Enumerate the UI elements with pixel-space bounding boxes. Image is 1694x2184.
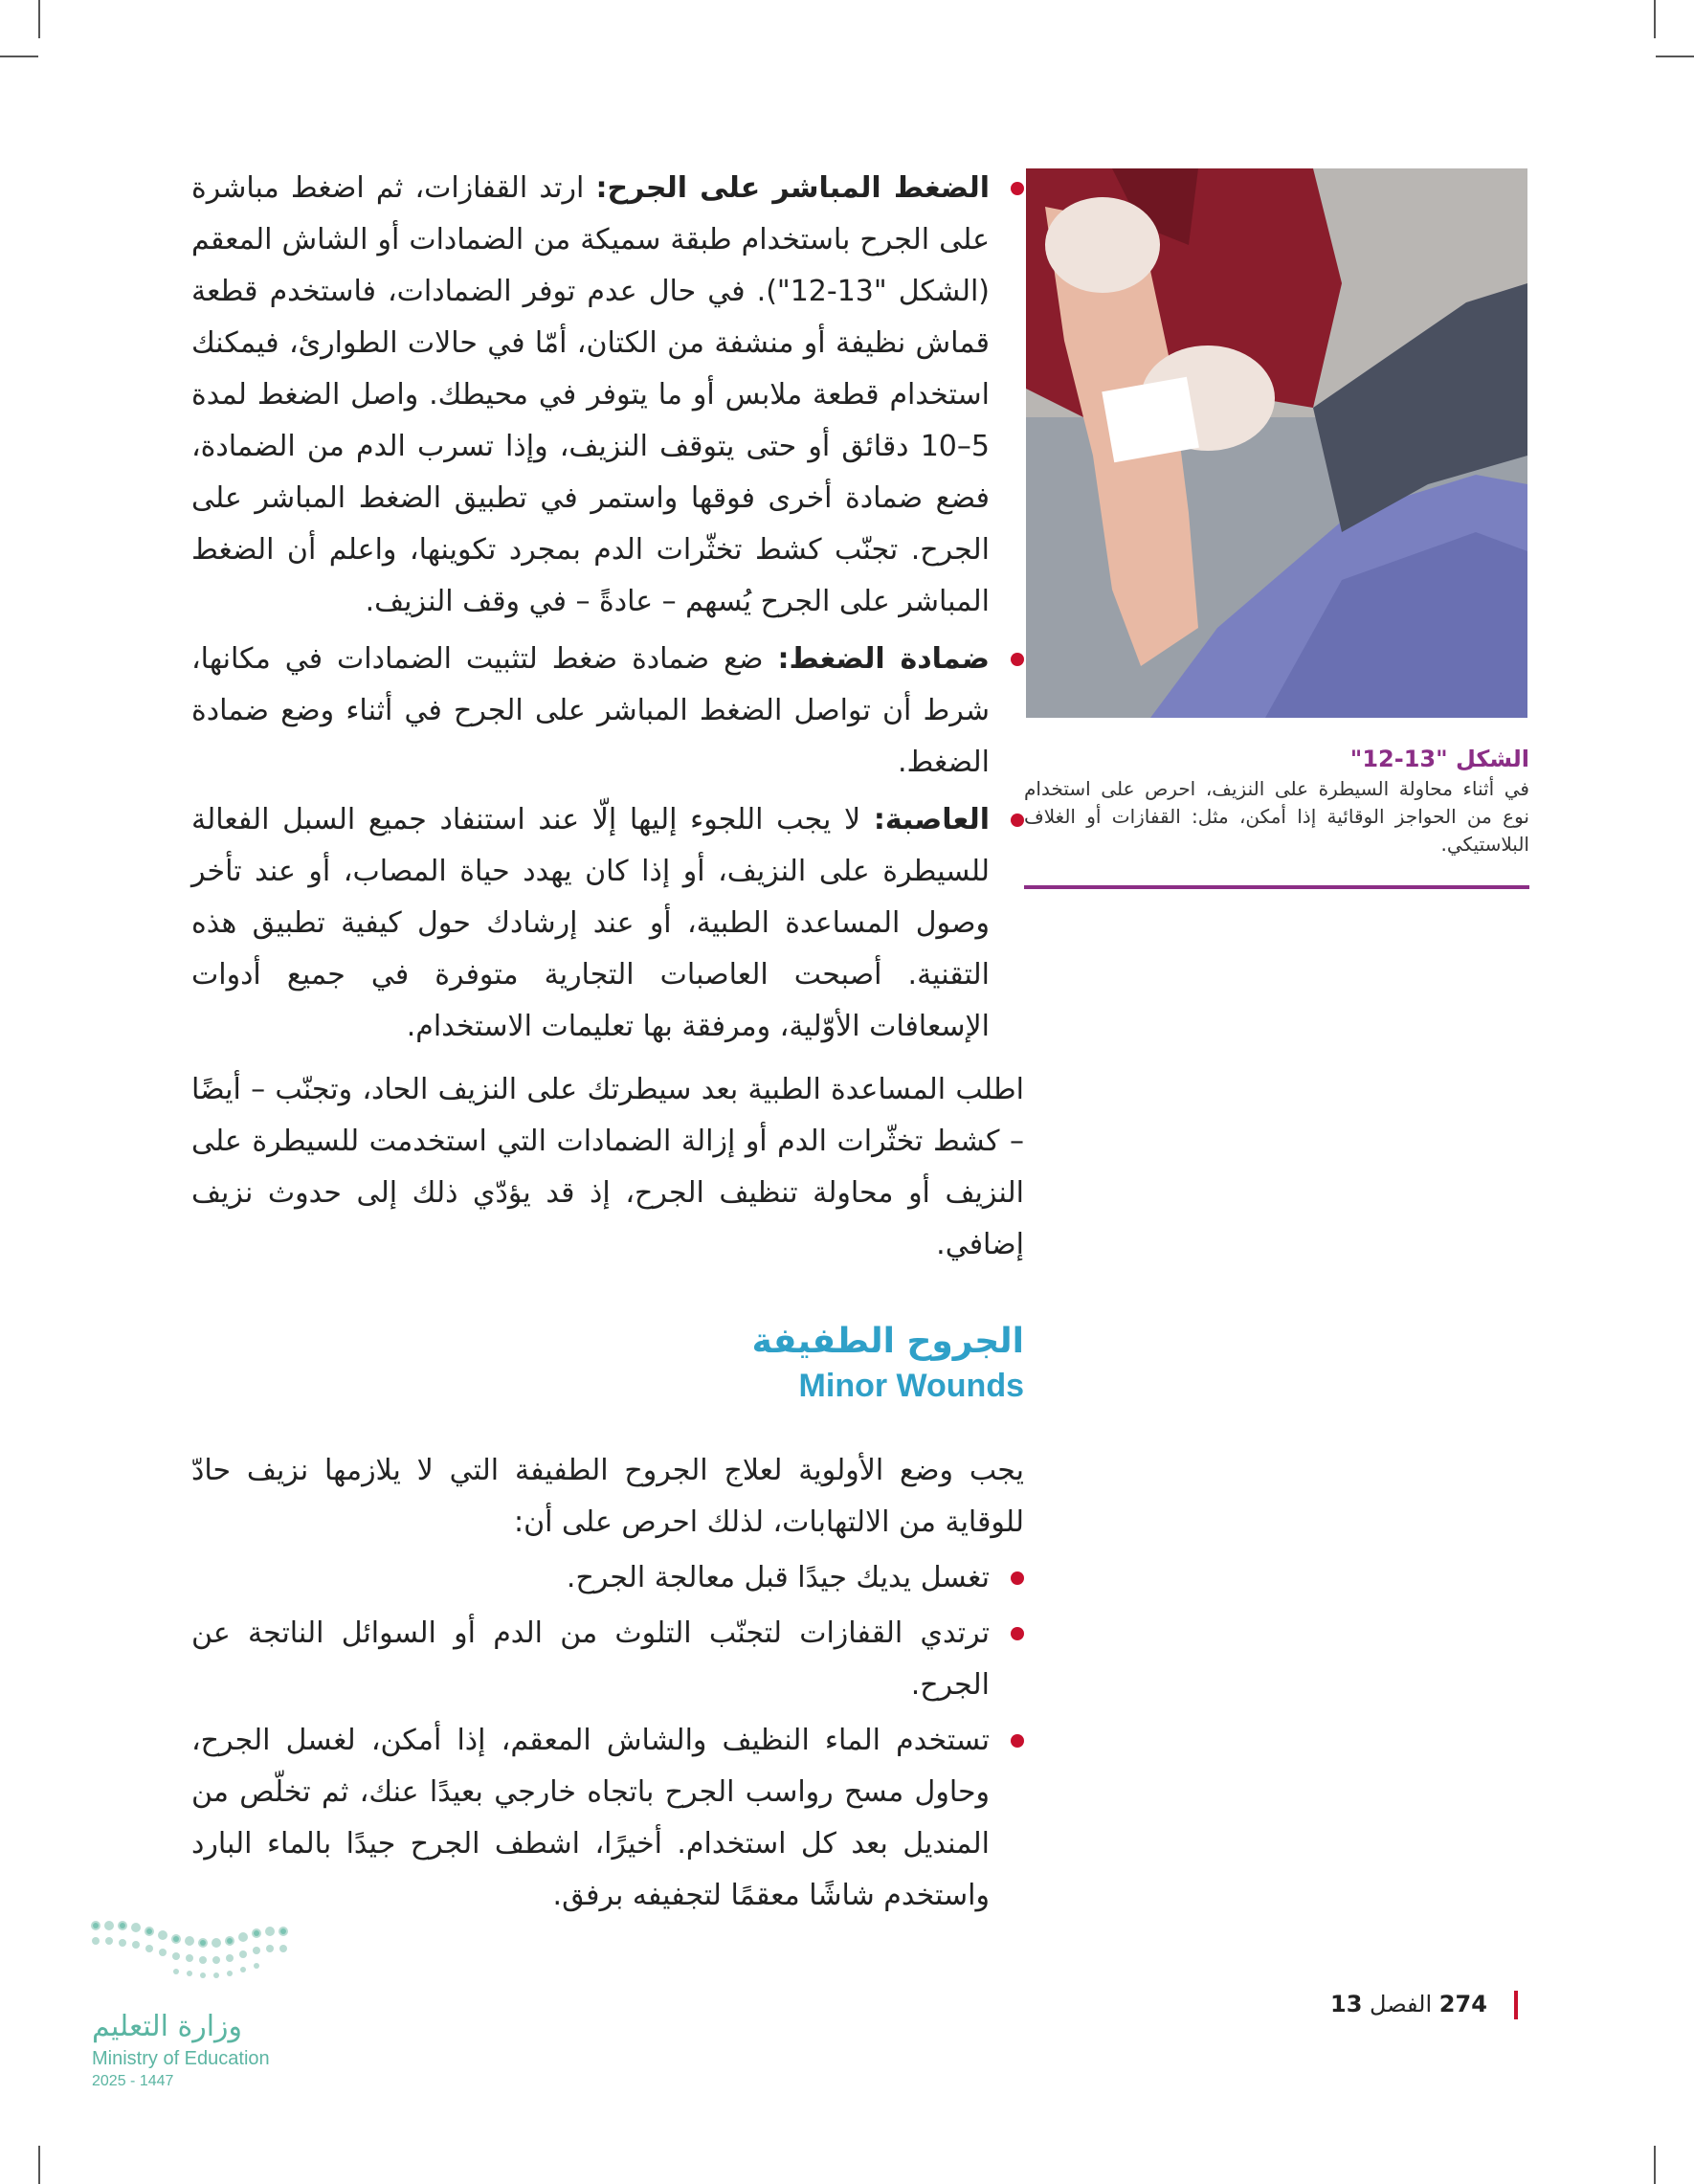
caption-divider xyxy=(1024,885,1529,889)
bullet-text: ارتد القفازات، ثم اضغط مباشرة على الجرح باستخدام طبقة سميكة من الضمادات أو الشاش المعقم (الشكل "13-12"). في حال عدم توفر الضمادات، فاستخدم قطعة قماش نظيفة أو منشفة من الكتان، أمّا في حالات الطوارئ، فيمكنك استخدام قطعة ملابس أو ما يتوفر في محيطك. واصل الضغط لمدة 5–10 دقائق أو حتى يتوقف النزيف، وإذا تسرب الدم من الضمادة، فضع ضمادة أخرى فوقها واستمر في تطبيق الضغط المباشر على الجرح. تجنّب كشط تخثّرات الدم بمجرد تكوينها، واعلم أن الضغط المباشر على الجرح يُسهم – عادةً – في وقف النزيف. xyxy=(191,171,990,618)
crop-mark xyxy=(38,0,40,38)
list-item-text: ترتدي القفازات لتجنّب التلوث من الدم أو السوائل الناتجة عن الجرح. xyxy=(191,1616,990,1702)
bullet-label: ضمادة الضغط: xyxy=(777,642,990,676)
section-heading-arabic: الجروح الطفيفة xyxy=(751,1322,1024,1361)
paragraph: اطلب المساعدة الطبية بعد سيطرتك على النزيف الحاد، وتجنّب – أيضًا – كشط تخثّرات الدم أو إزالة الضمادات التي استخدمت للسيطرة على النزيف أو محاولة تنظيف الجرح، إذ قد يؤدّي ذلك إلى حدوث نزيف إضافي. xyxy=(191,1073,1024,1261)
figure-caption-text: في أثناء محاولة السيطرة على النزيف، احرص على استخدام نوع من الحواجز الوقائية إذا أمكن، مثل: القفازات أو الغلاف البلاستيكي. xyxy=(1024,777,1529,856)
bullet-text: ضع ضمادة ضغط لتثبيت الضمادات في مكانها، شرط أن تواصل الضغط المباشر على الجرح في أثناء وضع ضمادة الضغط. xyxy=(191,642,990,779)
crop-mark xyxy=(1654,0,1656,38)
first-aid-photo xyxy=(1026,168,1527,718)
list-item xyxy=(191,1715,1024,1922)
section-heading-english: Minor Wounds xyxy=(798,1368,1024,1404)
ministry-logo-icon xyxy=(84,1914,314,2010)
chapter-number: 13 xyxy=(1330,1991,1363,2017)
bullet-dot xyxy=(1011,1734,1024,1748)
page-number: 274 xyxy=(1438,1991,1487,2017)
ministry-name-arabic: وزارة التعليم xyxy=(92,2010,243,2043)
bullet-dot xyxy=(1011,813,1024,827)
paragraph: يجب وضع الأولوية لعلاج الجروح الطفيفة التي لا يلازمها نزيف حادّ للوقاية من الالتهابات، لذلك احرص على أن: xyxy=(191,1454,1024,1539)
bullet-dot xyxy=(1011,182,1024,195)
chapter-word: الفصل xyxy=(1370,1991,1433,2017)
crop-mark xyxy=(0,56,38,57)
list-item xyxy=(191,1552,1024,1604)
figure-caption xyxy=(1024,743,1529,858)
page-footer xyxy=(1330,1991,1487,2017)
footer-divider xyxy=(1514,1991,1518,2019)
list-item-text: تستخدم الماء النظيف والشاش المعقم، إذا أمكن، لغسل الجرح، وحاول مسح رواسب الجرح باتجاه خارجي بعيدًا عنك، ثم تخلّص من المنديل بعد كل استخدام. أخيرًا، اشطف الجرح جيدًا بالماء البارد واستخدم شاشًا معقمًا لتجفيفه برفق. xyxy=(191,1724,990,1912)
bullet-dot xyxy=(1011,1571,1024,1585)
bullet-pressure-bandage xyxy=(191,634,1024,789)
crop-mark xyxy=(1656,56,1694,57)
crop-mark xyxy=(1654,2146,1656,2184)
ministry-year: 2025 - 1447 xyxy=(92,2073,174,2089)
bullet-label: العاصبة: xyxy=(873,803,990,836)
bullet-dot xyxy=(1011,653,1024,666)
list-item-text: تغسل يديك جيدًا قبل معالجة الجرح. xyxy=(566,1561,990,1594)
crop-mark xyxy=(38,2146,40,2184)
bullet-tourniquet xyxy=(191,794,1024,1053)
figure-title: الشكل "13-12" xyxy=(1349,746,1529,772)
main-text-column xyxy=(191,163,1024,1926)
bullet-dot xyxy=(1011,1627,1024,1640)
figure-photo xyxy=(1026,168,1527,718)
list-item xyxy=(191,1608,1024,1711)
bullet-text: لا يجب اللجوء إليها إلّا عند استنفاد جميع السبل الفعالة للسيطرة على النزيف، أو إذا كان يهدد حياة المصاب، أو عند تأخر وصول المساعدة الطبية، أو عند إرشادك حول كيفية تطبيق هذه التقنية. أصبحت العاصبات التجارية متوفرة في جميع أدوات الإسعافات الأوّلية، ومرفقة بها تعليمات الاستخدام. xyxy=(191,803,990,1043)
minor-wounds-list xyxy=(191,1552,1024,1922)
ministry-name-english: Ministry of Education xyxy=(92,2048,270,2069)
bullet-direct-pressure xyxy=(191,163,1024,628)
bullet-label: الضغط المباشر على الجرح: xyxy=(595,171,991,205)
